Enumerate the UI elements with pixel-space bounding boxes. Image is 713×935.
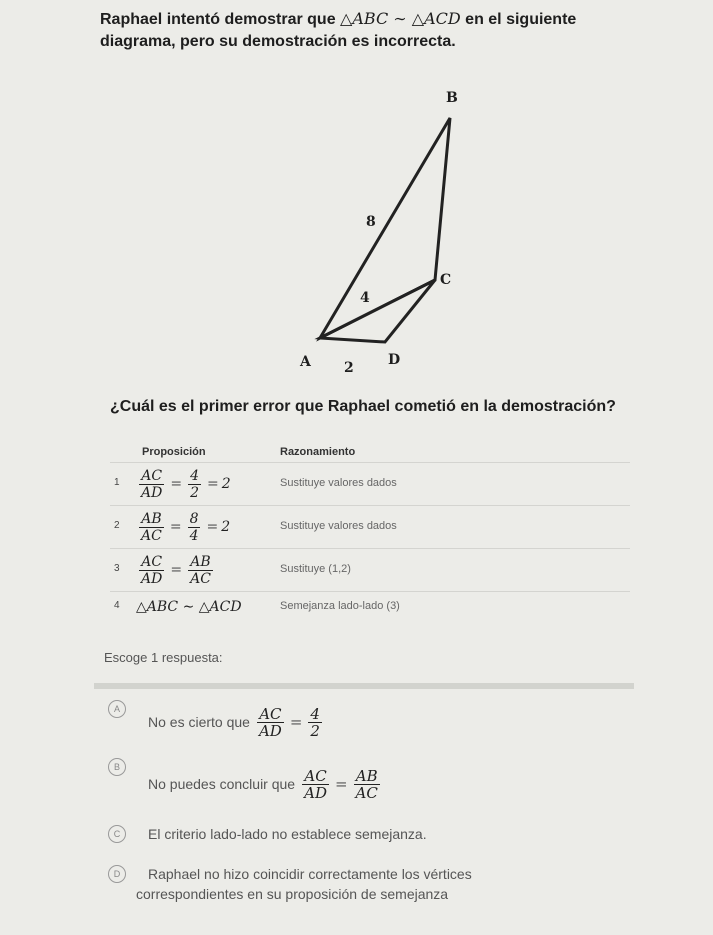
header-reason: Razonamiento: [280, 446, 356, 458]
row-number: 3: [114, 563, 120, 574]
similarity-claim: △ABC ∼ △ACD: [340, 9, 461, 28]
fraction: $\frac{AB}{AC}$: [190, 553, 211, 587]
question-text: ¿Cuál es el primer error que Raphael cometió en la demostración?: [110, 398, 616, 415]
vertex-label-d: D: [388, 352, 401, 368]
proof-row: [110, 591, 630, 622]
side-label-ab: 8: [366, 214, 376, 230]
fraction: $\frac{4}{2}$: [190, 467, 199, 501]
fraction: $\frac{AC}{AD}$: [258, 704, 282, 740]
fraction: $\frac{8}{4}$: [189, 510, 199, 544]
fraction: $\frac{AB}{AC}$: [355, 766, 378, 802]
vertex-label-a: A: [300, 354, 311, 370]
radio-d[interactable]: D: [108, 865, 126, 883]
triangle-diagram: [280, 80, 480, 380]
row-reason: Sustituye (1,2): [280, 563, 351, 575]
choice-a-text: No es cierto que $\frac{AC}{AD}$ = $\frac{4}{2}$: [148, 704, 320, 740]
problem-line-2: diagrama, pero su demostración es incorrecta.: [100, 33, 456, 50]
answer-prompt: Escoge 1 respuesta:: [104, 650, 223, 665]
row-number: 1: [114, 477, 120, 488]
divider: [94, 683, 634, 689]
row-statement: $\frac{AC}{AD}$ = $\frac{4}{2}$ = 2: [141, 467, 231, 501]
fraction: $\frac{AC}{AD}$: [304, 766, 327, 802]
fraction: $\frac{AC}{AD}$: [141, 553, 163, 587]
fraction: $\frac{AB}{AC}$: [141, 510, 162, 544]
proof-table-header: [110, 440, 630, 462]
fraction: $\frac{4}{2}$: [310, 704, 320, 740]
fraction: $\frac{AC}{AD}$: [141, 467, 163, 501]
problem-line-1: Raphael intentó demostrar que △ABC ∼ △ACD en el siguiente: [100, 9, 577, 28]
vertex-label-c: C: [440, 272, 452, 288]
header-statement: Proposición: [142, 446, 206, 458]
row-number: 4: [114, 600, 120, 611]
choice-c-text: El criterio lado-lado no establece semejanza.: [148, 826, 427, 842]
side-label-ad: 2: [344, 360, 354, 376]
choice-d-text-line1: Raphael no hizo coincidir correctamente los vértices: [148, 866, 472, 882]
proof-row: [110, 505, 630, 548]
row-statement: △ABC ∼ △ACD: [136, 599, 242, 615]
proof-row: [110, 548, 630, 591]
row-number: 2: [114, 520, 120, 531]
row-statement: $\frac{AC}{AD}$ = $\frac{AB}{AC}$: [141, 553, 211, 587]
proof-row: [110, 462, 630, 505]
row-reason: Sustituye valores dados: [280, 477, 397, 489]
row-statement: $\frac{AB}{AC}$ = $\frac{8}{4}$ = 2: [141, 510, 231, 544]
choice-d-text-line2: correspondientes en su proposición de semejanza: [136, 886, 449, 902]
choice-b-text: No puedes concluir que $\frac{AC}{AD}$ = $\frac{AB}{AC}$: [148, 766, 378, 802]
problem-statement: [100, 8, 700, 53]
radio-c[interactable]: C: [108, 825, 126, 843]
row-reason: Semejanza lado-lado (3): [280, 600, 400, 612]
row-reason: Sustituye valores dados: [280, 520, 397, 532]
vertex-label-b: B: [446, 90, 458, 106]
radio-a[interactable]: A: [108, 700, 126, 718]
radio-b[interactable]: B: [108, 758, 126, 776]
side-label-ac: 4: [360, 290, 370, 306]
proof-table: [110, 440, 630, 622]
